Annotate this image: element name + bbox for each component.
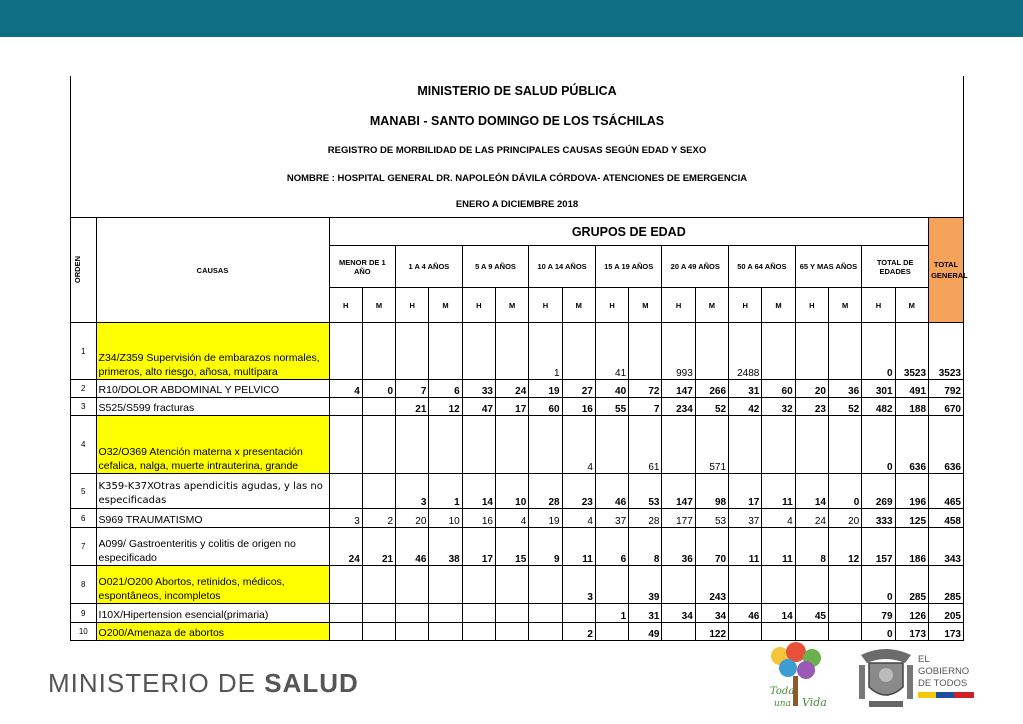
table-row [71,528,964,566]
table-row [71,323,964,380]
sex-header-m: M [695,288,728,323]
row-value: 28 [529,474,562,509]
row-value: 21 [396,398,429,416]
row-value [629,323,662,380]
logo-toda: Toda [770,686,795,697]
row-causa: R10/DOLOR ABDOMINAL Y PELVICO [96,380,329,398]
row-value: 20 [828,509,861,528]
row-causa: O021/O200 Abortos, retinidos, médicos, espontâneos, incompletos [96,566,329,604]
row-value: 32 [762,398,795,416]
row-value: 482 [862,398,895,416]
row-value: 3523 [929,323,964,380]
row-value: 55 [595,398,628,416]
row-value [462,566,495,604]
age-group-header: 5 A 9 AÑOS [462,246,529,288]
sex-header-m: M [562,288,595,323]
flag-stripe-icon [918,692,974,698]
row-value: 34 [662,604,695,623]
sex-header-h: H [662,288,695,323]
row-value: 31 [629,604,662,623]
row-value: 40 [595,380,628,398]
row-value: 2 [362,509,395,528]
row-value: 0 [862,623,895,641]
table-row [71,416,964,474]
age-group-header: TOTAL DE EDADES [862,246,929,288]
sex-header-h: H [862,288,895,323]
row-value: 993 [662,323,695,380]
row-orden: 9 [71,604,97,623]
title-ministry: MINISTERIO DE SALUD PÚBLICA [417,84,617,98]
row-value [762,416,795,474]
row-value: 38 [429,528,462,566]
row-value: 24 [495,380,528,398]
row-value: 285 [929,566,964,604]
row-value: 147 [662,474,695,509]
row-value: 70 [695,528,728,566]
sex-header-m: M [895,288,929,323]
row-value [662,416,695,474]
row-value: 24 [795,509,828,528]
row-value [495,323,528,380]
row-value [529,604,562,623]
table-row [71,398,964,416]
row-value [562,323,595,380]
orden-label: ORDEN [73,256,82,284]
row-value [828,323,861,380]
row-value [495,566,528,604]
row-value: 16 [562,398,595,416]
causas-header: CAUSAS [96,218,329,323]
logo-una: una [774,699,791,709]
row-value [662,566,695,604]
grupos-de-edad-header: GRUPOS DE EDAD [329,218,929,246]
row-value: 49 [629,623,662,641]
title-region: MANABI - SANTO DOMINGO DE LOS TSÁCHILAS [369,114,665,128]
row-value [662,623,695,641]
row-value: 0 [362,380,395,398]
row-value: 4 [329,380,362,398]
row-value: 173 [895,623,929,641]
row-orden: 4 [71,416,97,474]
row-value: 636 [929,416,964,474]
row-value: 36 [828,380,861,398]
row-value: 17 [729,474,762,509]
row-value: 36 [662,528,695,566]
row-value [396,323,429,380]
row-value: 20 [396,509,429,528]
row-value: 147 [662,380,695,398]
row-value: 17 [462,528,495,566]
row-orden: 7 [71,528,97,566]
row-value [495,416,528,474]
row-value: 636 [895,416,929,474]
row-value: 6 [429,380,462,398]
row-value: 0 [828,474,861,509]
row-value: 125 [895,509,929,528]
row-value: 10 [495,474,528,509]
sex-header-m: M [828,288,861,323]
row-value [362,566,395,604]
row-value: 188 [895,398,929,416]
sex-header-h: H [595,288,628,323]
row-value: 2488 [729,323,762,380]
row-value: 157 [862,528,895,566]
row-value: 3 [562,566,595,604]
row-value: 11 [762,474,795,509]
row-value: 0 [862,566,895,604]
row-value [462,604,495,623]
row-value: 301 [862,380,895,398]
row-value: 33 [462,380,495,398]
row-value: 491 [895,380,929,398]
row-causa: Z34/Z359 Supervisión de embarazos normales, primeros, alto riesgo, añosa, multípara [96,323,329,380]
row-value: 14 [762,604,795,623]
table-row [71,509,964,528]
row-value [362,604,395,623]
row-value: 269 [862,474,895,509]
row-causa: A099/ Gastroenteritis y colitis de origen no especificado [96,528,329,566]
row-value [495,604,528,623]
row-value: 3 [329,509,362,528]
gob-line-2: GOBIERNO [918,666,970,677]
row-value: 4 [562,509,595,528]
row-value [595,623,628,641]
row-value: 1 [429,474,462,509]
row-value [429,623,462,641]
row-value: 14 [795,474,828,509]
row-value: 186 [895,528,929,566]
row-orden: 2 [71,380,97,398]
row-value [462,623,495,641]
row-value [729,623,762,641]
row-orden: 1 [71,323,97,380]
row-value: 39 [629,566,662,604]
table-row [71,623,964,641]
logo-text-salud: SALUD [264,668,359,698]
row-value [762,566,795,604]
row-value: 4 [762,509,795,528]
row-value: 24 [329,528,362,566]
row-value: 20 [795,380,828,398]
row-value: 234 [662,398,695,416]
row-value [462,323,495,380]
sex-header-h: H [729,288,762,323]
row-orden: 5 [71,474,97,509]
age-group-header: 65 Y MAS AÑOS [795,246,862,288]
row-value: 53 [629,474,662,509]
row-value: 333 [862,509,895,528]
ecuador-coat-of-arms-icon [855,645,917,711]
table-row [71,474,964,509]
title-block [70,76,964,217]
row-value: 31 [729,380,762,398]
age-group-header: 10 A 14 AÑOS [529,246,596,288]
sex-header-h: H [529,288,562,323]
row-value: 1 [595,604,628,623]
age-group-header: MENOR DE 1 AÑO [329,246,396,288]
table-row [71,380,964,398]
total-general-header: TOTAL GENERAL [929,218,964,323]
row-value: 11 [729,528,762,566]
age-group-header: 50 A 64 AÑOS [729,246,796,288]
table-row [71,604,964,623]
row-orden: 3 [71,398,97,416]
row-value [762,623,795,641]
row-value [795,416,828,474]
ministerio-logo [48,668,359,699]
row-causa: O32/O369 Atención materna x presentación cefalica, nalga, muerte intrauterina, grande [96,416,329,474]
row-value [695,323,728,380]
row-value [795,323,828,380]
row-value: 571 [695,416,728,474]
row-value: 19 [529,509,562,528]
row-value: 1 [529,323,562,380]
row-value [329,474,362,509]
gob-line-3: DE TODOS [918,678,968,689]
row-value: 46 [729,604,762,623]
age-group-header: 1 A 4 AÑOS [396,246,463,288]
row-causa: O200/Amenaza de abortos [96,623,329,641]
row-value [828,604,861,623]
row-value [329,398,362,416]
row-value: 6 [595,528,628,566]
row-value: 37 [729,509,762,528]
row-value [329,566,362,604]
row-value: 173 [929,623,964,641]
row-value [329,604,362,623]
row-value: 2 [562,623,595,641]
row-value: 285 [895,566,929,604]
age-group-header: 15 A 19 AÑOS [595,246,662,288]
row-orden: 10 [71,623,97,641]
title-period: ENERO A DICIEMBRE 2018 [455,199,579,210]
row-causa: S969 TRAUMATISMO [96,509,329,528]
sex-header-h: H [396,288,429,323]
row-value: 47 [462,398,495,416]
row-value [595,566,628,604]
sex-header-h: H [462,288,495,323]
row-value: 12 [429,398,462,416]
row-value: 72 [629,380,662,398]
row-value: 11 [562,528,595,566]
row-value [396,566,429,604]
row-value [828,623,861,641]
row-value: 670 [929,398,964,416]
row-value: 266 [695,380,728,398]
row-value [362,623,395,641]
row-value: 16 [462,509,495,528]
row-value: 9 [529,528,562,566]
row-value: 23 [795,398,828,416]
row-value: 28 [629,509,662,528]
row-value: 37 [595,509,628,528]
row-value [429,566,462,604]
row-value [396,623,429,641]
row-value [362,323,395,380]
sex-header-m: M [362,288,395,323]
row-value: 42 [729,398,762,416]
row-value: 205 [929,604,964,623]
gob-line-1: EL [918,654,930,665]
row-value: 343 [929,528,964,566]
table-row [71,566,964,604]
row-value: 10 [429,509,462,528]
row-value: 61 [629,416,662,474]
row-value: 45 [795,604,828,623]
top-bar [0,0,1023,37]
row-value [495,623,528,641]
gobierno-de-todos-logo [918,654,974,702]
row-value: 3 [396,474,429,509]
row-value: 12 [828,528,861,566]
row-value [762,323,795,380]
row-value [529,623,562,641]
row-value: 17 [495,398,528,416]
title-register: REGISTRO DE MORBILIDAD DE LAS PRINCIPALES CAUSAS SEGÚN EDAD Y SEXO [327,145,707,156]
row-value: 465 [929,474,964,509]
row-value: 3523 [895,323,929,380]
row-value: 196 [895,474,929,509]
row-causa: S525/S599 fracturas [96,398,329,416]
row-value [828,566,861,604]
row-value: 60 [529,398,562,416]
row-value [529,416,562,474]
row-value [329,416,362,474]
row-value [729,566,762,604]
sex-header-m: M [495,288,528,323]
row-value: 4 [562,416,595,474]
row-value [362,398,395,416]
row-value: 458 [929,509,964,528]
row-value [828,416,861,474]
row-value: 243 [695,566,728,604]
row-value: 7 [396,380,429,398]
logo-vida: Vida [802,696,827,709]
row-value [362,416,395,474]
row-value: 41 [595,323,628,380]
age-group-header: 20 A 49 AÑOS [662,246,729,288]
sex-header-h: H [329,288,362,323]
row-value: 34 [695,604,728,623]
row-value [329,623,362,641]
row-value: 177 [662,509,695,528]
row-value: 11 [762,528,795,566]
row-value [729,416,762,474]
row-value [429,416,462,474]
row-value: 8 [795,528,828,566]
morbidity-sheet [70,76,968,641]
row-value: 60 [762,380,795,398]
row-causa: I10X/Hipertension esencial(primaria) [96,604,329,623]
title-hospital: NOMBRE : HOSPITAL GENERAL DR. NAPOLEÓN DÁVILA CÓRDOVA- ATENCIONES DE EMERGENCIA [286,173,748,184]
row-value: 52 [695,398,728,416]
row-value: 0 [862,416,895,474]
row-value [595,416,628,474]
row-value: 7 [629,398,662,416]
row-value: 8 [629,528,662,566]
row-orden: 6 [71,509,97,528]
row-orden: 8 [71,566,97,604]
row-value [529,566,562,604]
row-value [362,474,395,509]
row-value: 15 [495,528,528,566]
row-value: 53 [695,509,728,528]
row-value: 46 [396,528,429,566]
row-value [462,416,495,474]
orden-header [71,218,97,323]
sex-header-m: M [429,288,462,323]
row-value: 0 [862,323,895,380]
row-value: 46 [595,474,628,509]
logo-text-ministerio: MINISTERIO DE [48,668,265,698]
row-value [795,566,828,604]
toda-una-vida-logo [760,642,830,714]
row-value: 4 [495,509,528,528]
row-value: 27 [562,380,595,398]
row-value [562,604,595,623]
sex-header-h: H [795,288,828,323]
row-value [396,416,429,474]
morbidity-table [70,217,968,641]
row-value: 52 [828,398,861,416]
row-value: 792 [929,380,964,398]
row-value [429,323,462,380]
row-value: 79 [862,604,895,623]
row-value [329,323,362,380]
row-value [429,604,462,623]
sex-header-m: M [629,288,662,323]
row-value: 19 [529,380,562,398]
row-value [396,604,429,623]
row-value: 126 [895,604,929,623]
row-value: 21 [362,528,395,566]
row-value [795,623,828,641]
row-value: 98 [695,474,728,509]
sex-header-m: M [762,288,795,323]
row-value: 23 [562,474,595,509]
row-value: 14 [462,474,495,509]
row-value: 122 [695,623,728,641]
row-causa: K359-K37XOtras apendicitis agudas, y las no especificadas [96,474,329,509]
